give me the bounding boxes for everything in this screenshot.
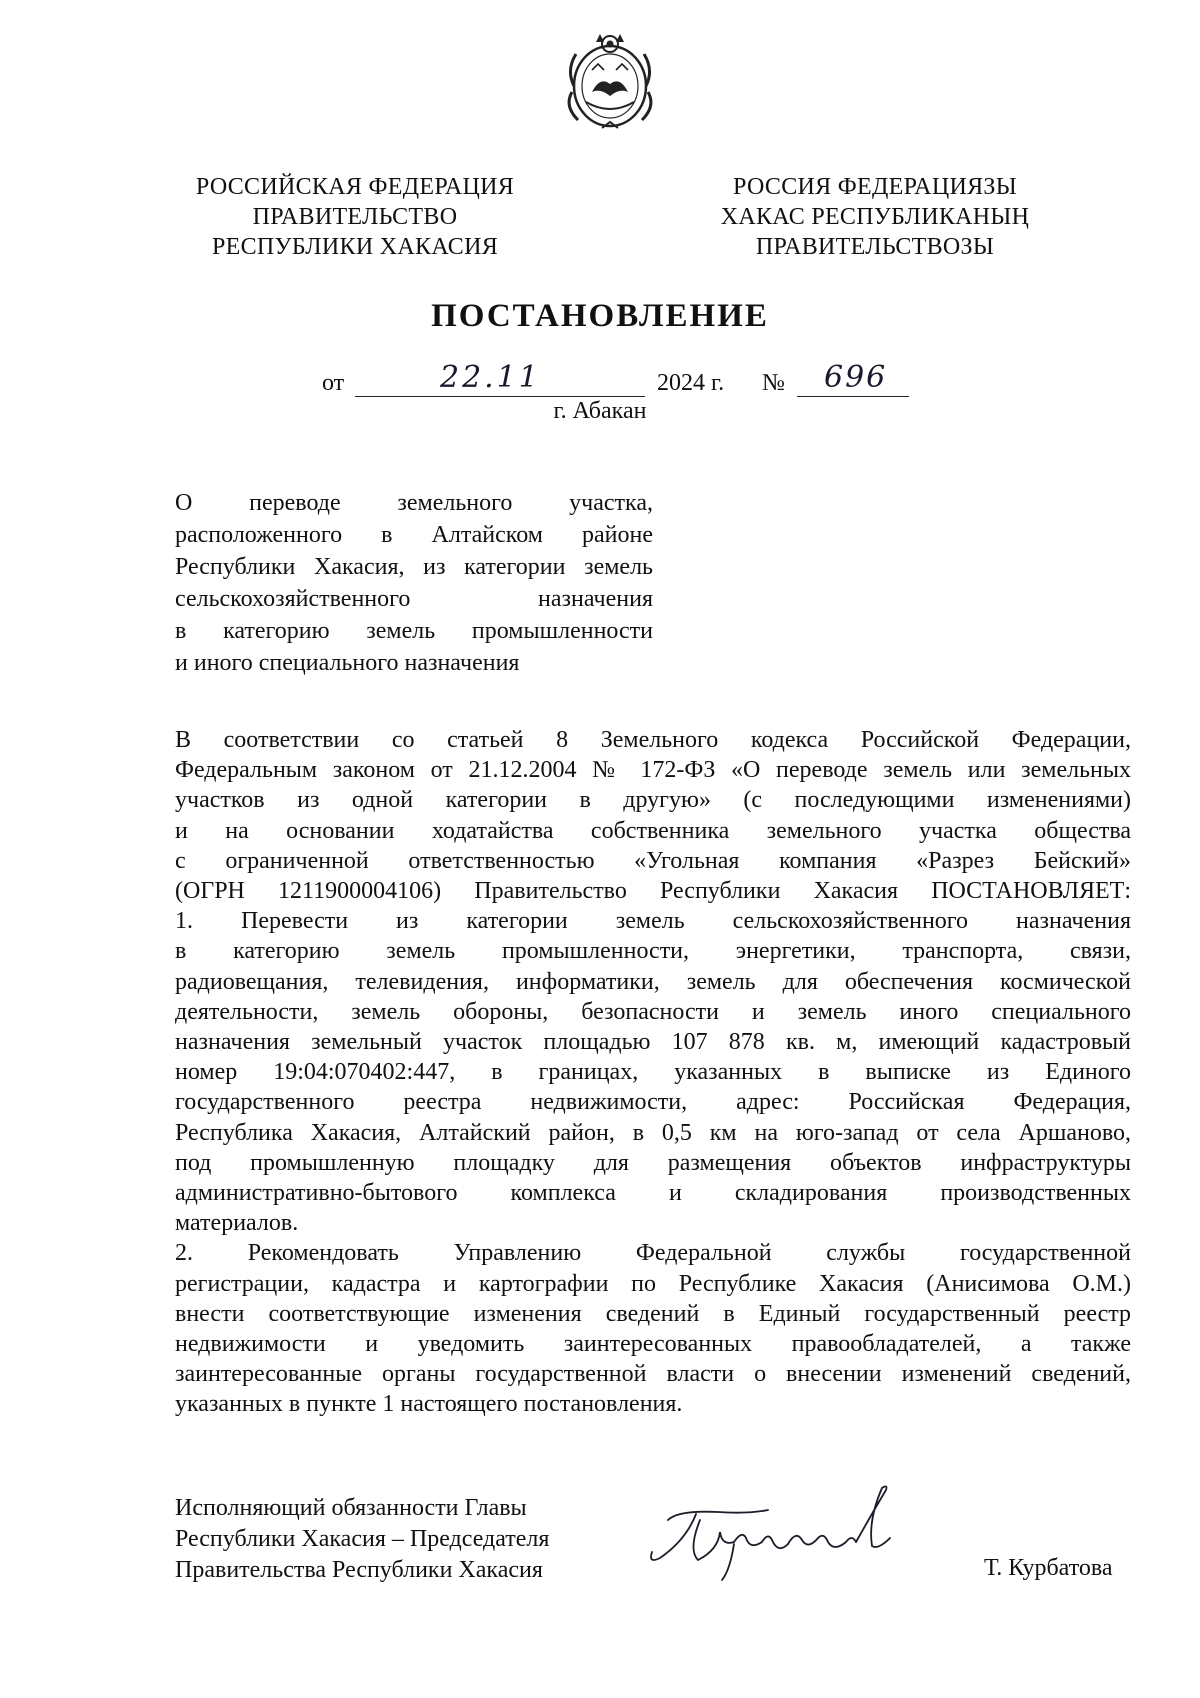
date-prefix: от (322, 370, 345, 396)
city: г. Абакан (553, 398, 647, 424)
body-line: Республика Хакасия, Алтайский район, в 0,5 км на юго-запад от села Аршаново, (175, 1119, 1131, 1146)
handwritten-date: 22.11 (440, 360, 541, 395)
body-line: заинтересованные органы государственной власти о внесении изменений сведений, (175, 1361, 1131, 1388)
header-right-line-1: РОССИЯ ФЕДЕРАЦИЯЗЫ (733, 174, 1017, 200)
signatory-position-line-2: Республики Хакасия – Председателя (175, 1526, 550, 1552)
body-line: регистрации, кадастра и картографии по Республике Хакасия (Анисимова О.М.) (175, 1270, 1131, 1297)
handwritten-number: 696 (824, 360, 888, 395)
header-left-line-1: РОССИЙСКАЯ ФЕДЕРАЦИЯ (195, 174, 515, 200)
document-body (175, 725, 1131, 1420)
body-line: участков из одной категории в другую» (с последующими изменениями) (175, 787, 1131, 814)
header-russian (150, 172, 560, 262)
body-line: Федеральным законом от 21.12.2004 № 172-ФЗ «О переводе земель или земельных (175, 757, 1131, 784)
signatory-position-line-3: Правительства Республики Хакасия (175, 1557, 543, 1583)
header-right-line-2: ХАКАС РЕСПУБЛИКАНЫҢ (720, 204, 1030, 230)
header-left-line-3: РЕСПУБЛИКИ ХАКАСИЯ (211, 234, 499, 260)
body-line: под промышленную площадку для размещения объектов инфраструктуры (175, 1149, 1131, 1176)
body-line: внести соответствующие изменения сведений в Единый государственный реестр (175, 1300, 1131, 1327)
date-underline (355, 396, 645, 397)
document-subject (175, 487, 653, 679)
date-year: 2024 г. (657, 370, 725, 396)
header-right-line-3: ПРАВИТЕЛЬСТВОЗЫ (755, 234, 995, 260)
body-line: В соответствии со статьей 8 Земельного кодекса Российской Федерации, (175, 727, 1131, 753)
body-line: государственного реестра недвижимости, адрес: Российская Федерация, (175, 1089, 1131, 1116)
subject-line: сельскохозяйственного назначения (175, 586, 653, 612)
signer-name: Т. Курбатова (984, 1555, 1113, 1581)
body-line: 1. Перевести из категории земель сельскохозяйственного назначения (175, 908, 1131, 935)
body-line: (ОГРН 1211900004106) Правительство Республики Хакасия ПОСТАНОВЛЯЕТ: (175, 878, 1131, 905)
body-line: номер 19:04:070402:447, в границах, указанных в выписке из Единого (175, 1059, 1131, 1086)
body-line: административно-бытового комплекса и складирования производственных (175, 1180, 1131, 1207)
number-underline (797, 396, 909, 397)
coat-of-arms-icon (562, 30, 658, 134)
subject-line: в категорию земель промышленности (175, 618, 653, 644)
subject-line: и иного специального назначения (175, 650, 520, 676)
signatory-position (175, 1493, 549, 1586)
signatory-position-line-1: Исполняющий обязанности Главы (175, 1495, 527, 1521)
handwritten-signature (638, 1480, 918, 1590)
subject-line: О переводе земельного участка, (175, 490, 653, 516)
body-line: материалов. (175, 1210, 299, 1237)
body-line: с ограниченной ответственностью «Угольная компания «Разрез Бейский» (175, 847, 1131, 874)
subject-line: расположенного в Алтайском районе (175, 522, 653, 548)
document-type-title: ПОСТАНОВЛЕНИЕ (431, 298, 769, 334)
body-line: 2. Рекомендовать Управлению Федеральной службы государственной (175, 1240, 1131, 1267)
body-line: и на основании ходатайства собственника земельного участка общества (175, 817, 1131, 844)
body-line: радиовещания, телевидения, информатики, земель для обеспечения космической (175, 968, 1131, 995)
body-line: деятельности, земель обороны, безопасности и земель иного специального (175, 998, 1131, 1025)
number-sign: № (762, 370, 785, 396)
subject-line: Республики Хакасия, из категории земель (175, 554, 653, 580)
body-line: указанных в пункте 1 настоящего постановления. (175, 1391, 683, 1418)
body-line: в категорию земель промышленности, энергетики, транспорта, связи, (175, 938, 1131, 965)
header-khakas (675, 172, 1075, 262)
body-line: недвижимости и уведомить заинтересованных правообладателей, а также (175, 1331, 1131, 1358)
header-left-line-2: ПРАВИТЕЛЬСТВО (252, 204, 458, 230)
body-line: назначения земельный участок площадью 107 878 кв. м, имеющий кадастровый (175, 1029, 1131, 1056)
